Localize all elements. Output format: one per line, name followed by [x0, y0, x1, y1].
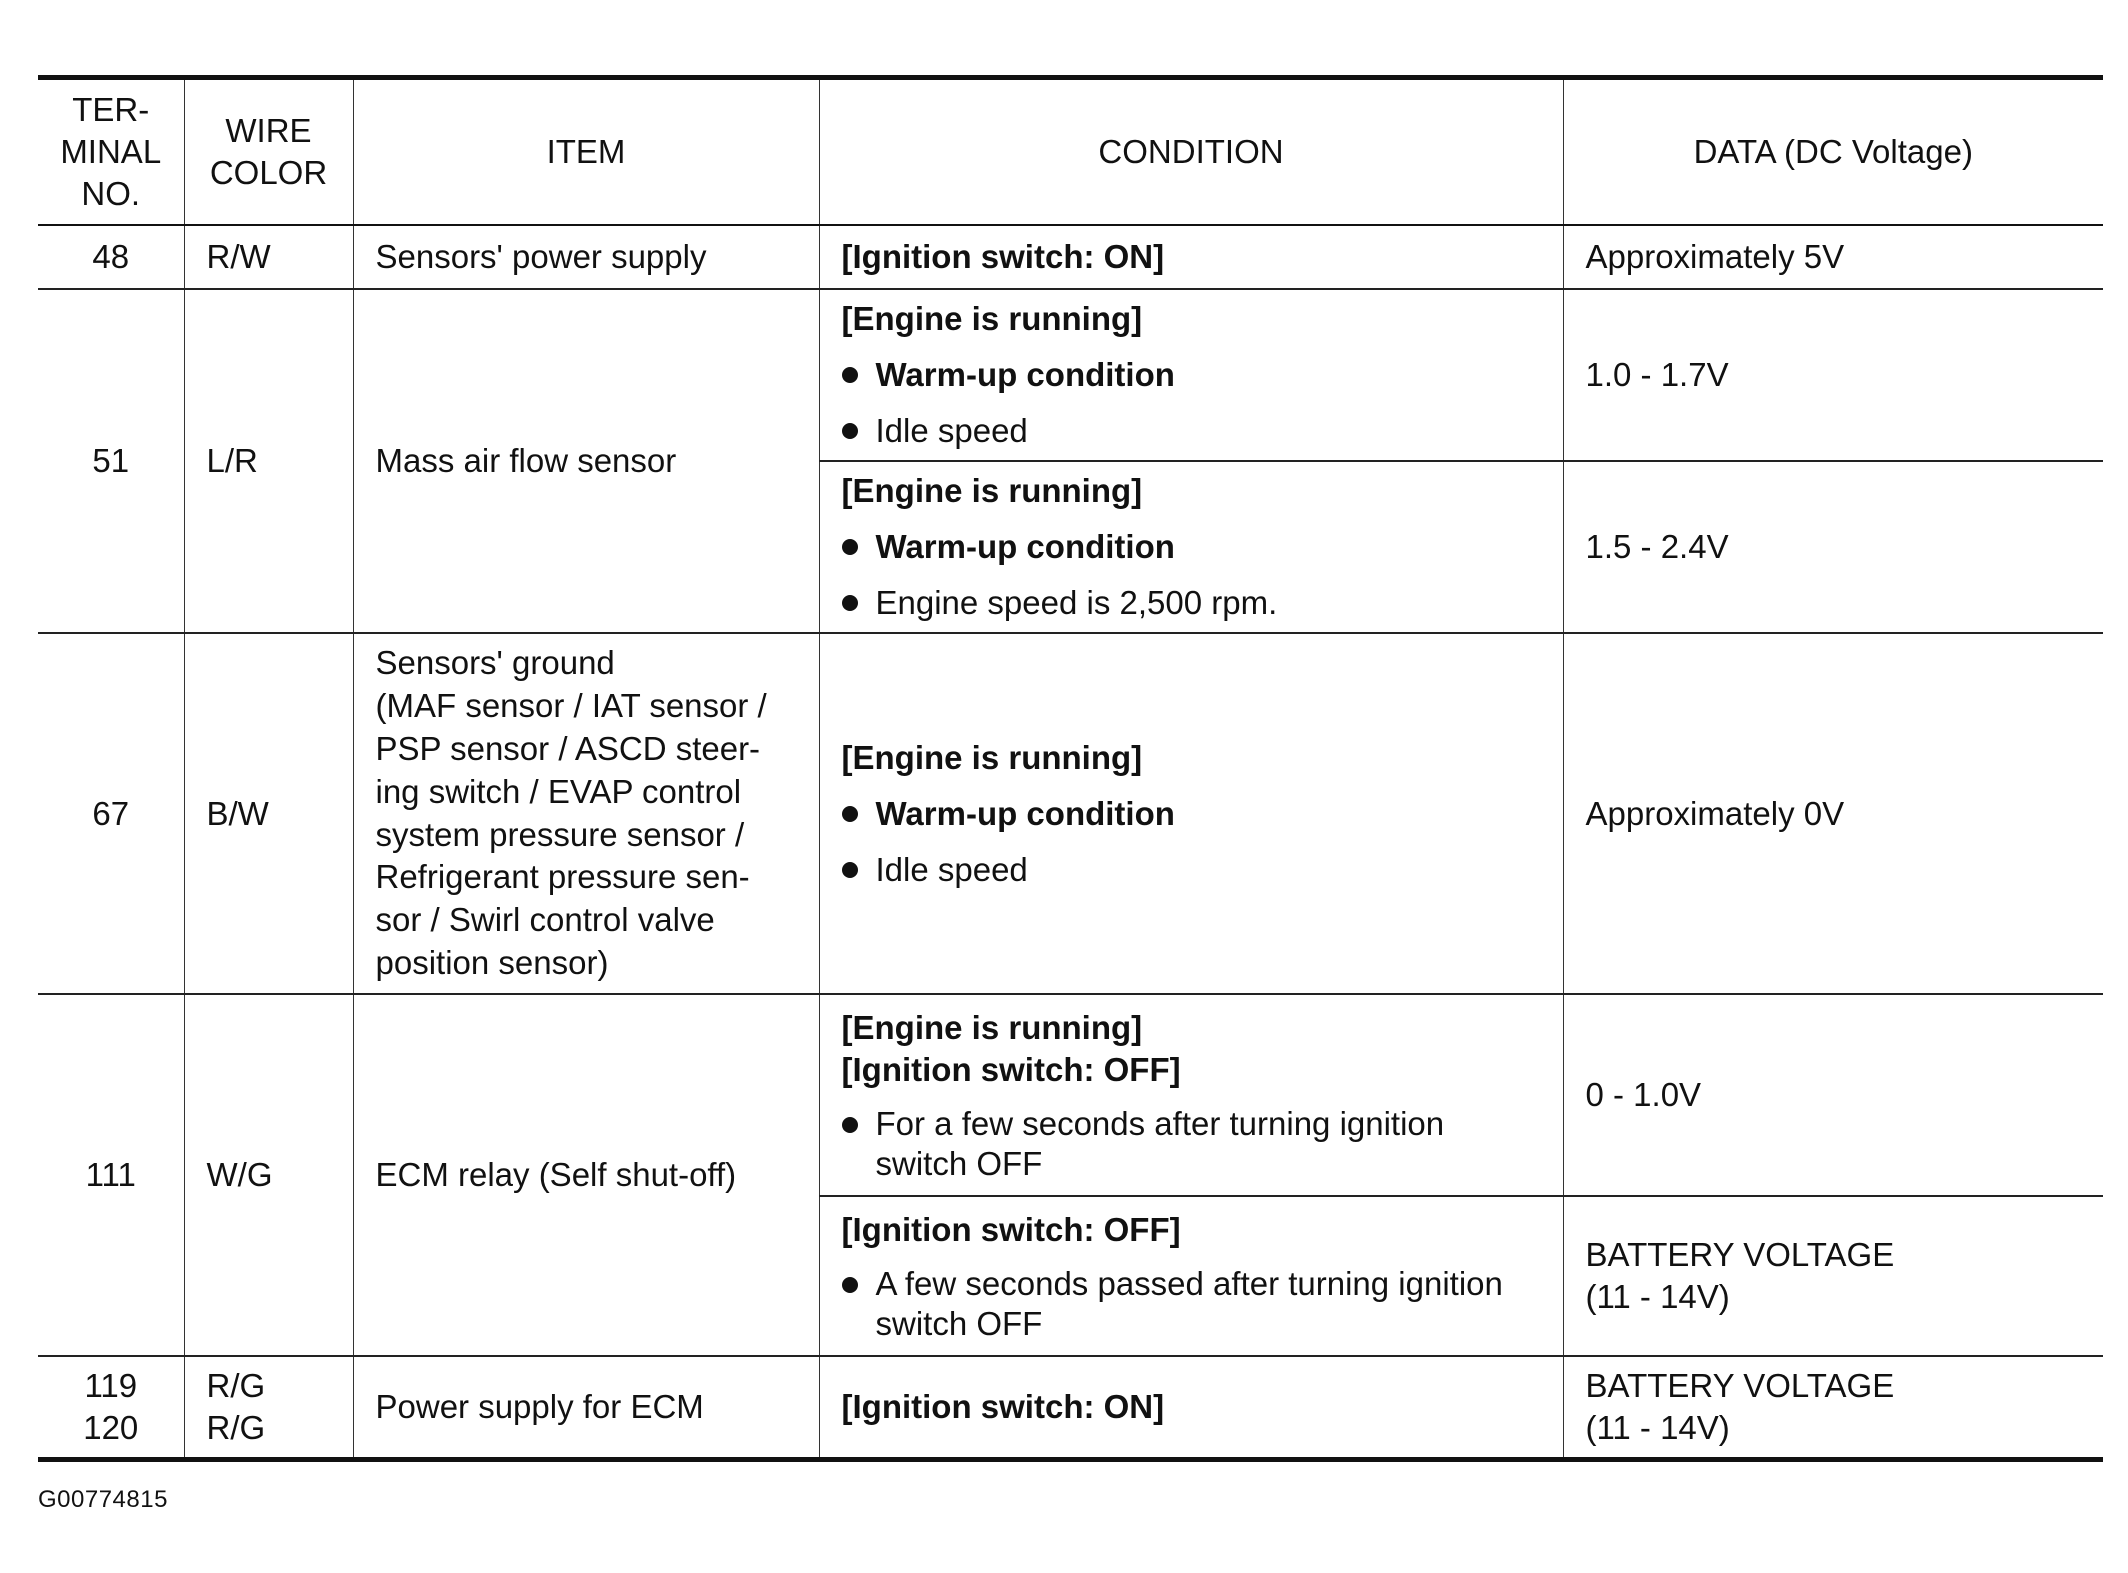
header-item: ITEM: [353, 78, 819, 226]
condition-bullet: [842, 1264, 1541, 1343]
terminal-no: 51: [38, 289, 184, 633]
header-data: DATA (DC Voltage): [1563, 78, 2103, 226]
condition-cell: [819, 225, 1563, 289]
condition-bullet: [842, 354, 1541, 396]
item-cell: ECM relay (Self shut-off): [353, 994, 819, 1356]
table-row: [38, 225, 2103, 289]
wire-color: [184, 1356, 353, 1459]
wire-line: R/G: [206, 1367, 266, 1405]
header-condition: CONDITION: [819, 78, 1563, 226]
header-wire-color: [184, 78, 353, 226]
table-row: [38, 1356, 2103, 1459]
condition-cell: [819, 289, 1563, 461]
bullet-dot-icon: [842, 1277, 858, 1293]
bullet-dot-icon: [842, 367, 858, 383]
header-terminal-no: [38, 78, 184, 226]
terminal-no: 48: [38, 225, 184, 289]
condition-bullet: [842, 793, 1541, 835]
condition-head: [Ignition switch: OFF]: [841, 1210, 1181, 1248]
bullet-dot-icon: [842, 806, 858, 822]
figure-code: G00774815: [38, 1486, 168, 1513]
condition-head: [Engine is running]: [841, 300, 1143, 338]
data-cell: Approximately 0V: [1563, 633, 2103, 994]
condition-head: [Ignition switch: ON]: [841, 1388, 1165, 1426]
condition-bullet: [842, 526, 1541, 568]
wire-color: B/W: [184, 633, 353, 994]
condition-cell: [819, 461, 1563, 633]
condition-head: [Engine is running]: [841, 472, 1143, 510]
wire-color: R/W: [184, 225, 353, 289]
bullet-dot-icon: [842, 539, 858, 555]
data-cell: Approximately 5V: [1563, 225, 2103, 289]
item-cell: Mass air flow sensor: [353, 289, 819, 633]
bullet-text: For a few seconds after turning ignition switch OFF: [875, 1105, 1445, 1183]
bullet-text: Warm-up condition: [875, 794, 1175, 832]
data-cell: [1563, 1196, 2103, 1356]
bullet-text: Warm-up condition: [875, 356, 1175, 394]
terminal-no: 67: [38, 633, 184, 994]
condition-head: [Ignition switch: ON]: [841, 238, 1165, 276]
ecm-terminal-table: [38, 75, 2103, 1462]
item-cell: [353, 633, 819, 994]
data-value: BATTERY VOLTAGE: [1585, 1236, 1895, 1274]
condition-bullet: [842, 410, 1541, 452]
bullet-dot-icon: [842, 862, 858, 878]
item-line: ing switch / EVAP control: [375, 772, 742, 810]
item-line: Sensors' ground: [375, 644, 615, 681]
data-value: (11 - 14V): [1585, 1278, 1730, 1316]
table-header-row: [38, 78, 2103, 226]
item-line: position sensor): [375, 944, 609, 982]
bullet-text: Idle speed: [875, 411, 1028, 449]
item-line: (MAF sensor / IAT sensor /: [375, 686, 767, 724]
bullet-dot-icon: [842, 423, 858, 439]
condition-cell: [819, 1356, 1563, 1459]
data-cell: [1563, 1356, 2103, 1459]
bullet-dot-icon: [842, 1117, 858, 1133]
condition-head: [Ignition switch: OFF]: [841, 1050, 1181, 1088]
bullet-text: Idle speed: [875, 850, 1028, 888]
data-value: (11 - 14V): [1585, 1409, 1730, 1447]
item-cell: Power supply for ECM: [353, 1356, 819, 1459]
data-cell: 1.0 - 1.7V: [1563, 289, 2103, 461]
header-wire-line: COLOR: [209, 154, 328, 191]
condition-bullet: [842, 1104, 1541, 1183]
condition-cell: [819, 1196, 1563, 1356]
condition-cell: [819, 633, 1563, 994]
item-line: sor / Swirl control valve: [375, 901, 715, 939]
condition-bullet: [842, 849, 1541, 891]
item-cell: Sensors' power supply: [353, 225, 819, 289]
item-line: Refrigerant pressure sen-: [375, 858, 750, 896]
terminal-line: 120: [83, 1409, 139, 1447]
terminal-no: 111: [38, 994, 184, 1356]
header-terminal-line: MINAL: [60, 133, 162, 171]
table-row: [38, 289, 2103, 461]
table-row: [38, 994, 2103, 1196]
condition-cell: [819, 994, 1563, 1196]
bullet-dot-icon: [842, 595, 858, 611]
table-row: [38, 633, 2103, 994]
wire-color: W/G: [184, 994, 353, 1356]
header-wire-line: WIRE: [225, 112, 312, 150]
header-terminal-line: NO.: [81, 174, 141, 212]
wire-line: R/G: [206, 1409, 266, 1447]
data-cell: 1.5 - 2.4V: [1563, 461, 2103, 633]
wire-color: L/R: [184, 289, 353, 633]
item-line: PSP sensor / ASCD steer-: [375, 729, 761, 767]
header-terminal-line: TER-: [72, 91, 150, 129]
bullet-text: Warm-up condition: [875, 528, 1175, 566]
condition-head: [Engine is running]: [841, 1008, 1143, 1046]
data-value: BATTERY VOLTAGE: [1585, 1367, 1895, 1405]
terminal-line: 119: [84, 1367, 138, 1405]
bullet-text: A few seconds passed after turning ignition switch OFF: [875, 1265, 1503, 1343]
terminal-no: [38, 1356, 184, 1459]
data-cell: [1563, 994, 2103, 1196]
condition-head: [Engine is running]: [841, 738, 1143, 776]
bullet-text: Engine speed is 2,500 rpm.: [875, 583, 1278, 621]
condition-bullet: [842, 582, 1541, 624]
item-line: system pressure sensor /: [375, 815, 745, 853]
data-value: 0 - 1.0V: [1585, 1076, 1702, 1114]
terminal-table-wrapper: [38, 75, 2103, 1462]
